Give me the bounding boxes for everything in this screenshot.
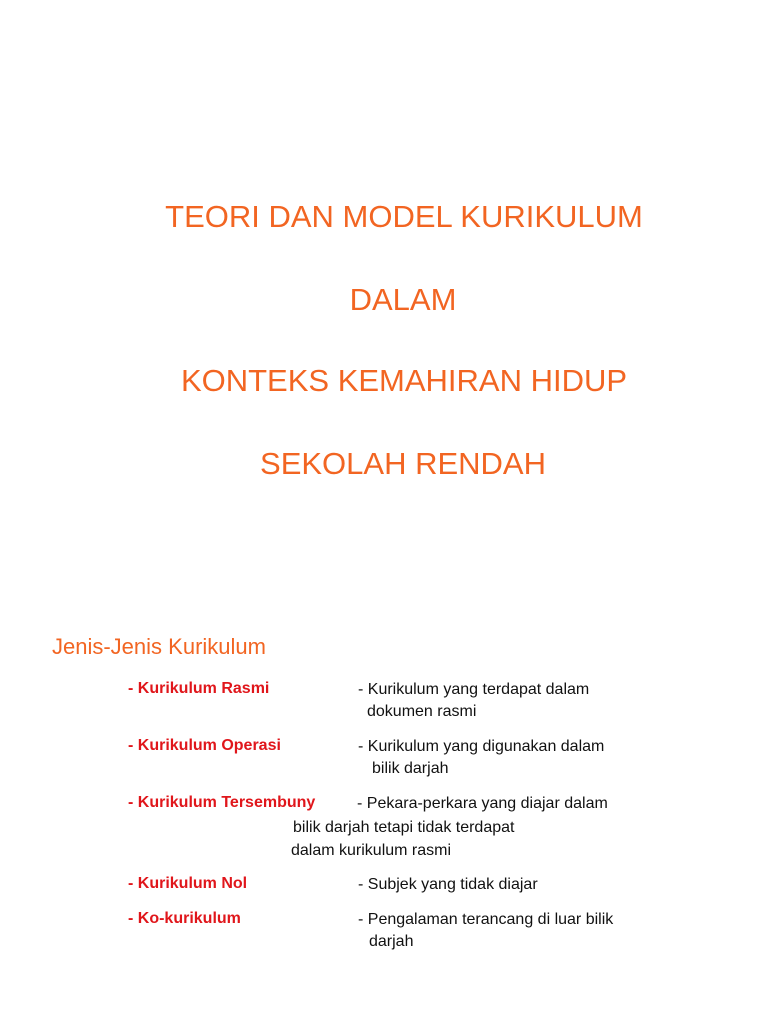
title-line-4: SEKOLAH RENDAH	[260, 446, 546, 481]
desc-line: - Kurikulum yang terdapat dalam	[358, 681, 590, 698]
term-kurikulum-rasmi: - Kurikulum Rasmi	[128, 680, 270, 697]
desc-line: darjah	[369, 933, 414, 950]
desc-line: dokumen rasmi	[367, 703, 477, 720]
desc-line: - Subjek yang tidak diajar	[358, 876, 538, 893]
section-heading: Jenis-Jenis Kurikulum	[52, 634, 266, 659]
desc-line: dalam kurikulum rasmi	[291, 842, 452, 859]
title-line-1: TEORI DAN MODEL KURIKULUM	[165, 199, 643, 234]
desc-line: - Pekara-perkara yang diajar dalam	[357, 795, 608, 812]
desc-line: - Pengalaman terancang di luar bilik	[358, 911, 614, 928]
term-kurikulum-tersembuny: - Kurikulum Tersembuny	[128, 794, 316, 811]
desc-line: bilik darjah	[372, 760, 449, 777]
title-line-3: KONTEKS KEMAHIRAN HIDUP	[180, 363, 628, 398]
term-kurikulum-nol: - Kurikulum Nol	[128, 875, 248, 892]
term-kurikulum-operasi: - Kurikulum Operasi	[128, 737, 281, 754]
title-line-2: DALAM	[349, 282, 457, 317]
desc-line: bilik darjah tetapi tidak terdapat	[293, 819, 515, 836]
term-ko-kurikulum: - Ko-kurikulum	[128, 910, 241, 927]
desc-line: - Kurikulum yang digunakan dalam	[358, 738, 605, 755]
